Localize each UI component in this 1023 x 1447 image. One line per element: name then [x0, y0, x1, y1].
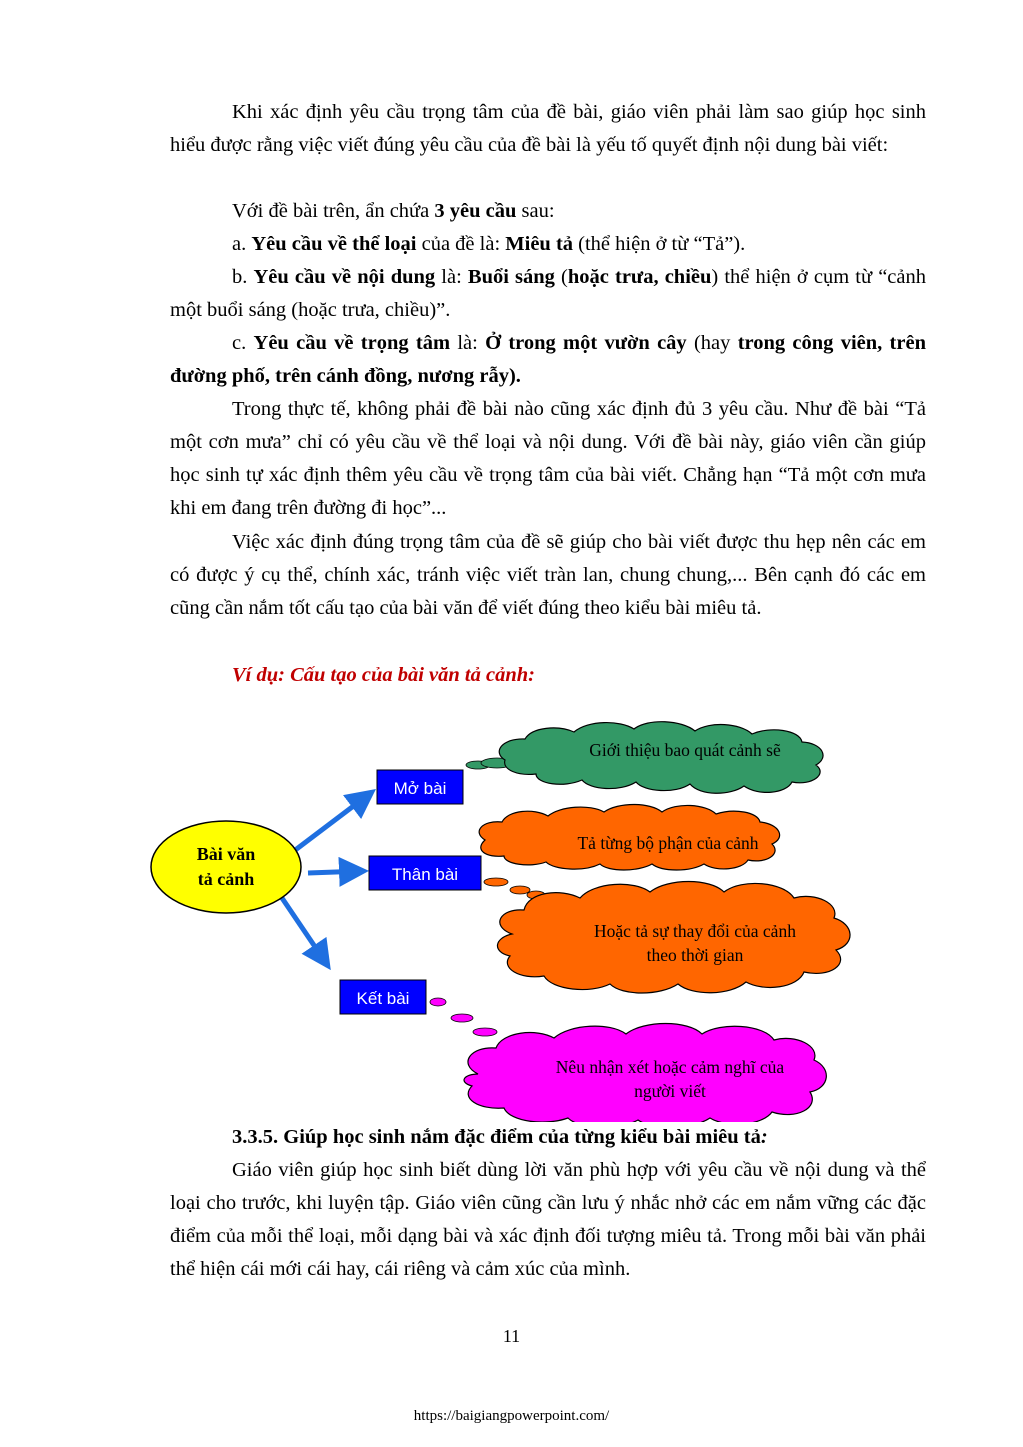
bold-run: Yêu cầu về trọng tâm [253, 332, 451, 354]
diagram-svg [140, 712, 930, 1122]
paragraph-intro [170, 96, 926, 162]
text-run: ) thể hiện ở cụm từ “cảnh một buổi sáng (hoặc trưa, chiều)”. [170, 266, 926, 321]
section-heading [170, 1121, 926, 1154]
than-bai-label: Thân bài [391, 865, 459, 884]
green-cloud-text: Giới thiệu bao quát cảnh sẽ [589, 740, 781, 760]
paragraph-intro-text: Khi xác định yêu cầu trọng tâm của đề bài, giáo viên phải làm sao giúp học sinh hiểu được rằng việc viết đúng yêu cầu của đề bài là yếu tố quyết định nội dung bài viết: [170, 101, 926, 156]
magenta-cloud-line1: Nêu nhận xét hoặc cảm nghĩ của [555, 1057, 785, 1077]
magenta-trail-bubble [430, 998, 446, 1006]
text-run: là: [450, 332, 486, 354]
text-run: Với đề bài trên, ẩn chứa [232, 200, 435, 222]
center-label-line2: tả cảnh [197, 869, 255, 889]
bold-run: Yêu cầu về thể loại [251, 233, 417, 255]
requirement-b [170, 261, 926, 327]
orange-cloud-2-line2: theo thời gian [646, 945, 744, 965]
orange-cloud-2-line1: Hoặc tả sự thay đổi của cảnh [594, 921, 796, 941]
bold-run: Ở trong một vườn cây [485, 332, 687, 354]
text-run: là: [435, 266, 468, 288]
text-run: c. [232, 332, 254, 354]
center-ellipse [151, 821, 301, 913]
bold-run: Yêu cầu về nội dung [253, 266, 436, 288]
text-run: a. [232, 233, 252, 255]
footer-url[interactable]: https://baigiangpowerpoint.com/ [413, 1408, 610, 1424]
paragraph-teaching-text: Giáo viên giúp học sinh biết dùng lời văn phù hợp với yêu cầu về nội dung và thể loại cho trước, khi luyện tập. Giáo viên cũng cần lưu ý nhắc nhở các em nắm vững các đặc điểm của mỗi thể loại, mỗi dạng bài và xác định đối tượng miêu tả. Trong mỗi bài văn phải thể hiện cái mới cái hay, cái riêng và cảm xúc của mình. [170, 1159, 926, 1280]
text-run: (hay [686, 332, 738, 354]
bold-run: 3 yêu cầu [434, 200, 517, 222]
text-run: ( [554, 266, 568, 288]
text-run: của đề là: [416, 233, 506, 255]
text-run: sau: [516, 200, 555, 222]
bold-run: Buổi sáng [467, 266, 555, 288]
section-heading-text: 3.3.5. Giúp học sinh nắm đặc điểm của từng kiểu bài miêu tả [232, 1126, 761, 1148]
orange-trail-bubble [484, 878, 508, 886]
mo-bai-label: Mở bài [393, 779, 447, 798]
page-number: 11 [502, 1326, 521, 1346]
orange-cloud-1-text: Tả từng bộ phận của cảnh [577, 833, 759, 853]
example-heading-text: Ví dụ: Cấu tạo của bài văn tả cảnh: [232, 664, 535, 686]
paragraph-focus-text: Việc xác định đúng trọng tâm của đề sẽ giúp cho bài viết được thu hẹp nên các em có được ý cụ thể, chính xác, tránh việc viết tràn lan, chung chung,... Bên cạnh đó các em cũng cần nắm tốt cấu tạo của bài văn để viết đúng theo kiểu bài miêu tả. [170, 531, 926, 619]
text-run: b. [232, 266, 254, 288]
section-heading-colon: : [760, 1126, 768, 1148]
requirement-c [170, 327, 926, 393]
bold-run: trong công viên, trên đường phố, trên cánh đồng, nương rẫy). [170, 332, 926, 387]
bold-run: hoặc trưa, chiều [567, 266, 712, 288]
structure-diagram [140, 712, 930, 1122]
paragraph-reality-text: Trong thực tế, không phải đề bài nào cũng xác định đủ 3 yêu cầu. Như đề bài “Tả một cơn mưa” chỉ có yêu cầu về thể loại và nội dung. Với đề bài này, giáo viên cần giúp học sinh tự xác định thêm yêu cầu về trọng tâm của bài viết. Chẳng hạn “Tả một cơn mưa khi em đang trên đường đi học”... [170, 398, 926, 519]
arrow-to-than-bai [308, 871, 364, 873]
paragraph-requirements [170, 195, 926, 228]
magenta-trail-bubble [473, 1028, 497, 1036]
example-heading [170, 659, 926, 692]
paragraph-teaching [170, 1154, 926, 1286]
ket-bai-label: Kết bài [356, 989, 410, 1008]
magenta-cloud-line2: người viết [634, 1081, 706, 1101]
arrow-to-ket-bai [282, 898, 328, 966]
center-label-line1: Bài văn [196, 844, 256, 864]
requirement-a [170, 228, 926, 261]
bold-run: Miêu tả [505, 233, 574, 255]
magenta-trail-bubble [451, 1014, 473, 1022]
arrow-to-mo-bai [290, 792, 372, 854]
paragraph-focus [170, 526, 926, 625]
text-run: (thể hiện ở từ “Tả”). [573, 233, 746, 255]
paragraph-reality [170, 393, 926, 525]
orange-trail-bubble [510, 886, 530, 894]
